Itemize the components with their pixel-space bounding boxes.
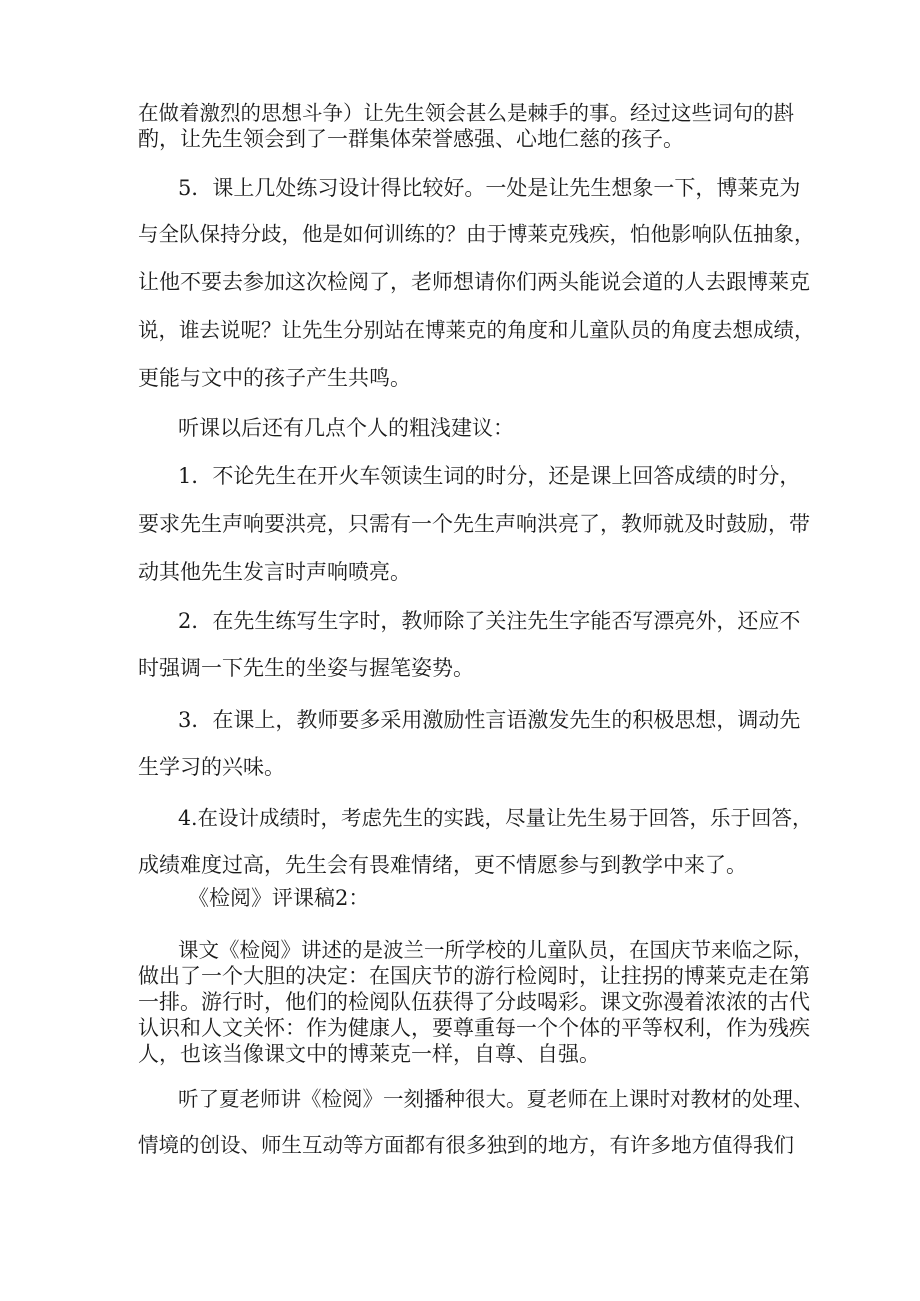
text-line: 成绩难度过高，先生会有畏难情绪，更不情愿参与到教学中来了。 <box>138 853 747 877</box>
text-line: 人，也该当像课文中的博莱克一样，自尊、自强。 <box>138 1042 600 1066</box>
text-line: 认识和人文关怀：作为健康人，要尊重每一个个体的平等权利，作为残疾 <box>138 1016 810 1040</box>
text-line: 听课以后还有几点个人的粗浅建议： <box>178 416 514 440</box>
text-line: 4.在设计成绩时，考虑先生的实践，尽量让先生易于回答，乐于回答， <box>178 806 813 830</box>
text-line: 课文《检阅》讲述的是波兰一所学校的儿童队员，在国庆节来临之际， <box>178 938 814 962</box>
text-line: 1．不论先生在开火车领读生词的时分，还是课上回答成绩的时分， <box>178 464 801 488</box>
text-line: 听了夏老师讲《检阅》一刻播种很大。夏老师在上课时对教材的处理、 <box>178 1087 814 1111</box>
text-line: 与全队保持分歧，他是如何训练的？由于博莱克残疾，怕他影响队伍抽象， <box>138 222 815 246</box>
text-line: 情境的创设、师生互动等方面都有很多独到的地方，有许多地方值得我们 <box>138 1133 794 1157</box>
text-line: 动其他先生发言时声响喷亮。 <box>138 560 411 584</box>
text-line: 要求先生声响要洪亮，只需有一个先生声响洪亮了，教师就及时鼓励，带 <box>138 512 810 536</box>
text-line: 说，谁去说呢？让先生分别站在博莱克的角度和儿童队员的角度去想成绩， <box>138 318 815 342</box>
text-line: 一排。游行时，他们的检阅队伍获得了分歧喝彩。课文弥漫着浓浓的古代 <box>138 990 810 1014</box>
text-line: 时强调一下先生的坐姿与握笔姿势。 <box>138 656 474 680</box>
text-line: 做出了一个大胆的决定：在国庆节的游行检阅时，让拄拐的博莱克走在第 <box>138 964 810 988</box>
text-line: 5．课上几处练习设计得比较好。一处是让先生想象一下，博莱克为 <box>178 176 801 200</box>
text-line: 3．在课上，教师要多采用激励性言语激发先生的积极思想，调动先 <box>178 708 801 732</box>
text-line: 在做着激烈的思想斗争）让先生领会甚么是棘手的事。经过这些词句的斟 <box>138 101 794 125</box>
section-heading: 《检阅》评课稿2： <box>188 886 370 910</box>
text-line: 生学习的兴味。 <box>138 755 285 779</box>
text-line: 更能与文中的孩子产生共鸣。 <box>138 366 411 390</box>
text-line: 2．在先生练写生字时，教师除了关注先生字能否写漂亮外，还应不 <box>178 609 801 633</box>
text-line: 酌，让先生领会到了一群集体荣誉感强、心地仁慈的孩子。 <box>138 127 684 151</box>
text-line: 让他不要去参加这次检阅了，老师想请你们两头能说会道的人去跟博莱克 <box>138 270 810 294</box>
